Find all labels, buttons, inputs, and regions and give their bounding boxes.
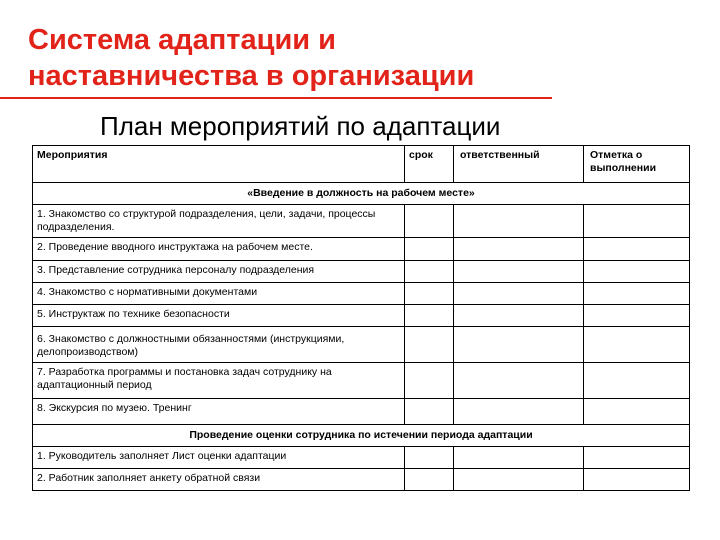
mark-cell bbox=[584, 469, 690, 491]
mark-cell bbox=[584, 447, 690, 469]
responsible-cell bbox=[454, 447, 584, 469]
responsible-cell bbox=[454, 469, 584, 491]
table-row bbox=[33, 447, 690, 469]
responsible-cell bbox=[454, 363, 584, 399]
deadline-cell bbox=[405, 283, 454, 305]
deadline-cell bbox=[405, 261, 454, 283]
responsible-cell bbox=[454, 283, 584, 305]
table-header-row bbox=[33, 146, 690, 183]
activity-cell: 7. Разработка программы и постановка задач сотруднику на адаптационный период bbox=[33, 363, 405, 399]
table-row bbox=[33, 469, 690, 491]
responsible-cell bbox=[454, 261, 584, 283]
header-deadline: срок bbox=[405, 146, 454, 183]
table-row bbox=[33, 399, 690, 425]
slide-title bbox=[28, 22, 474, 94]
table-row bbox=[33, 238, 690, 261]
mark-cell bbox=[584, 399, 690, 425]
mark-cell bbox=[584, 283, 690, 305]
deadline-cell bbox=[405, 363, 454, 399]
activity-cell: 2. Проведение вводного инструктажа на рабочем месте. bbox=[33, 238, 405, 261]
activity-cell: 5. Инструктаж по технике безопасности bbox=[33, 305, 405, 327]
section-row bbox=[33, 425, 690, 447]
mark-cell bbox=[584, 261, 690, 283]
table-row bbox=[33, 363, 690, 399]
slide-title-line-2: наставничества в организации bbox=[28, 60, 475, 92]
mark-cell bbox=[584, 305, 690, 327]
mark-cell bbox=[584, 238, 690, 261]
slide-subtitle: План мероприятий по адаптации bbox=[100, 111, 501, 141]
mark-cell bbox=[584, 363, 690, 399]
table-row bbox=[33, 327, 690, 363]
deadline-cell bbox=[405, 205, 454, 238]
responsible-cell bbox=[454, 205, 584, 238]
table-row bbox=[33, 261, 690, 283]
responsible-cell bbox=[454, 399, 584, 425]
activity-cell: 1. Руководитель заполняет Лист оценки адаптации bbox=[33, 447, 405, 469]
activity-cell: 2. Работник заполняет анкету обратной связи bbox=[33, 469, 405, 491]
header-activity: Мероприятия bbox=[33, 146, 405, 183]
responsible-cell bbox=[454, 238, 584, 261]
responsible-cell bbox=[454, 305, 584, 327]
table-row bbox=[33, 205, 690, 238]
deadline-cell bbox=[405, 305, 454, 327]
slide-title-line-1: Система адаптации и bbox=[28, 24, 336, 56]
header-mark: Отметка о выполнении bbox=[584, 146, 690, 183]
activity-cell: 8. Экскурсия по музею. Тренинг bbox=[33, 399, 405, 425]
activity-cell: 1. Знакомство со структурой подразделения, цели, задачи, процессы подразделения. bbox=[33, 205, 405, 238]
mark-cell bbox=[584, 205, 690, 238]
mark-cell bbox=[584, 327, 690, 363]
adaptation-plan-table bbox=[32, 145, 690, 491]
deadline-cell bbox=[405, 399, 454, 425]
activity-cell: 6. Знакомство с должностными обязанностями (инструкциями, делопроизводством) bbox=[33, 327, 405, 363]
section-title-onboarding: «Введение в должность на рабочем месте» bbox=[33, 183, 690, 205]
responsible-cell bbox=[454, 327, 584, 363]
title-underline bbox=[0, 97, 552, 99]
deadline-cell bbox=[405, 469, 454, 491]
header-responsible: ответственный bbox=[454, 146, 584, 183]
activity-cell: 4. Знакомство с нормативными документами bbox=[33, 283, 405, 305]
deadline-cell bbox=[405, 447, 454, 469]
table-row bbox=[33, 305, 690, 327]
activity-cell: 3. Представление сотрудника персоналу подразделения bbox=[33, 261, 405, 283]
section-title-evaluation: Проведение оценки сотрудника по истечении периода адаптации bbox=[33, 425, 690, 447]
deadline-cell bbox=[405, 327, 454, 363]
section-row bbox=[33, 183, 690, 205]
deadline-cell bbox=[405, 238, 454, 261]
table-row bbox=[33, 283, 690, 305]
